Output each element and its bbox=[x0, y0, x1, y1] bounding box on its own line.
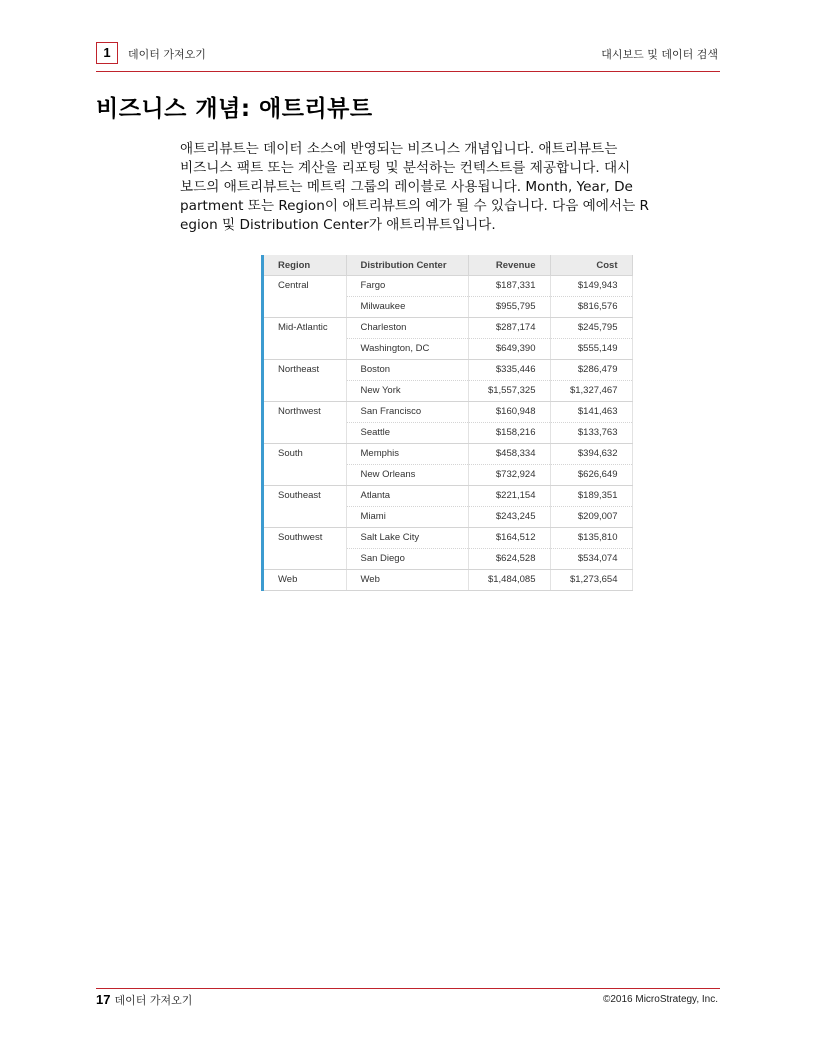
distribution-center-cell: Web bbox=[346, 570, 468, 591]
revenue-cell: $1,484,085 bbox=[468, 570, 550, 591]
revenue-cell: $732,924 bbox=[468, 465, 550, 486]
table-row bbox=[264, 486, 632, 507]
revenue-cell: $1,557,325 bbox=[468, 381, 550, 402]
revenue-cell: $649,390 bbox=[468, 339, 550, 360]
column-header-region[interactable]: Region bbox=[264, 255, 346, 276]
revenue-cost-table bbox=[261, 255, 639, 591]
cost-cell: $133,763 bbox=[550, 423, 632, 444]
paragraph-line: 보드의 애트리뷰트는 메트릭 그룹의 레이블로 사용됩니다. Month, Year, De bbox=[180, 179, 633, 195]
distribution-center-cell: San Diego bbox=[346, 549, 468, 570]
distribution-center-cell: San Francisco bbox=[346, 402, 468, 423]
cost-cell: $1,327,467 bbox=[550, 381, 632, 402]
paragraph-line: partment 또는 Region이 애트리뷰트의 예가 될 수 있습니다. 다음 예에서는 R bbox=[180, 198, 649, 214]
region-cell: Southwest bbox=[264, 528, 346, 570]
header-book-title: 대시보드 및 데이터 검색 bbox=[601, 48, 718, 61]
distribution-center-cell: Fargo bbox=[346, 276, 468, 297]
region-cell: Northwest bbox=[264, 402, 346, 444]
chapter-number-box: 1 bbox=[96, 42, 118, 64]
table-row bbox=[264, 528, 632, 549]
revenue-cell: $335,446 bbox=[468, 360, 550, 381]
footer-chapter-title: 데이터 가져오기 bbox=[114, 994, 193, 1007]
column-header-revenue[interactable]: Revenue bbox=[468, 255, 550, 276]
column-header-cost[interactable]: Cost bbox=[550, 255, 632, 276]
revenue-cell: $287,174 bbox=[468, 318, 550, 339]
paragraph-line: 애트리뷰트는 데이터 소스에 반영되는 비즈니스 개념입니다. 애트리뷰트는 bbox=[180, 141, 618, 157]
body-paragraph bbox=[180, 140, 714, 235]
cost-cell: $534,074 bbox=[550, 549, 632, 570]
cost-cell: $1,273,654 bbox=[550, 570, 632, 591]
cost-cell: $394,632 bbox=[550, 444, 632, 465]
table-row bbox=[264, 276, 632, 297]
region-cell: Web bbox=[264, 570, 346, 591]
cost-cell: $135,810 bbox=[550, 528, 632, 549]
cost-cell: $286,479 bbox=[550, 360, 632, 381]
distribution-center-cell: Salt Lake City bbox=[346, 528, 468, 549]
paragraph-line: egion 및 Distribution Center가 애트리뷰트입니다. bbox=[180, 217, 496, 233]
cost-cell: $209,007 bbox=[550, 507, 632, 528]
distribution-center-cell: Boston bbox=[346, 360, 468, 381]
header-chapter-title: 데이터 가져오기 bbox=[128, 48, 206, 61]
revenue-cell: $160,948 bbox=[468, 402, 550, 423]
revenue-cell: $458,334 bbox=[468, 444, 550, 465]
header-rule bbox=[96, 71, 720, 72]
table-row bbox=[264, 444, 632, 465]
cost-cell: $555,149 bbox=[550, 339, 632, 360]
paragraph-line: 비즈니스 팩트 또는 계산을 리포팅 및 분석하는 컨텍스트를 제공합니다. 대시 bbox=[180, 160, 631, 176]
cost-cell: $245,795 bbox=[550, 318, 632, 339]
region-cell: Mid-Atlantic bbox=[264, 318, 346, 360]
cost-cell: $141,463 bbox=[550, 402, 632, 423]
distribution-center-cell: Charleston bbox=[346, 318, 468, 339]
distribution-center-cell: Seattle bbox=[346, 423, 468, 444]
table-row bbox=[264, 360, 632, 381]
distribution-center-cell: Atlanta bbox=[346, 486, 468, 507]
cost-cell: $816,576 bbox=[550, 297, 632, 318]
region-cell: Central bbox=[264, 276, 346, 318]
footer-copyright: ©2016 MicroStrategy, Inc. bbox=[602, 994, 718, 1005]
distribution-center-cell: Miami bbox=[346, 507, 468, 528]
region-cell: South bbox=[264, 444, 346, 486]
footer-rule bbox=[96, 988, 720, 989]
footer-left bbox=[96, 992, 192, 1008]
revenue-cell: $221,154 bbox=[468, 486, 550, 507]
cost-cell: $189,351 bbox=[550, 486, 632, 507]
revenue-cell: $243,245 bbox=[468, 507, 550, 528]
revenue-cell: $955,795 bbox=[468, 297, 550, 318]
table-row bbox=[264, 318, 632, 339]
revenue-cell: $187,331 bbox=[468, 276, 550, 297]
table-row bbox=[264, 402, 632, 423]
revenue-cell: $624,528 bbox=[468, 549, 550, 570]
cost-cell: $149,943 bbox=[550, 276, 632, 297]
distribution-center-cell: New York bbox=[346, 381, 468, 402]
distribution-center-cell: New Orleans bbox=[346, 465, 468, 486]
revenue-cell: $164,512 bbox=[468, 528, 550, 549]
distribution-center-cell: Milwaukee bbox=[346, 297, 468, 318]
column-header-distribution-center[interactable]: Distribution Center bbox=[346, 255, 468, 276]
region-cell: Southeast bbox=[264, 486, 346, 528]
footer-page-number: 17 bbox=[96, 992, 111, 1007]
page-title: 비즈니스 개념: 애트리뷰트 bbox=[96, 96, 373, 122]
distribution-center-cell: Washington, DC bbox=[346, 339, 468, 360]
region-cell: Northeast bbox=[264, 360, 346, 402]
cost-cell: $626,649 bbox=[550, 465, 632, 486]
revenue-cell: $158,216 bbox=[468, 423, 550, 444]
distribution-center-cell: Memphis bbox=[346, 444, 468, 465]
table-row bbox=[264, 570, 632, 591]
